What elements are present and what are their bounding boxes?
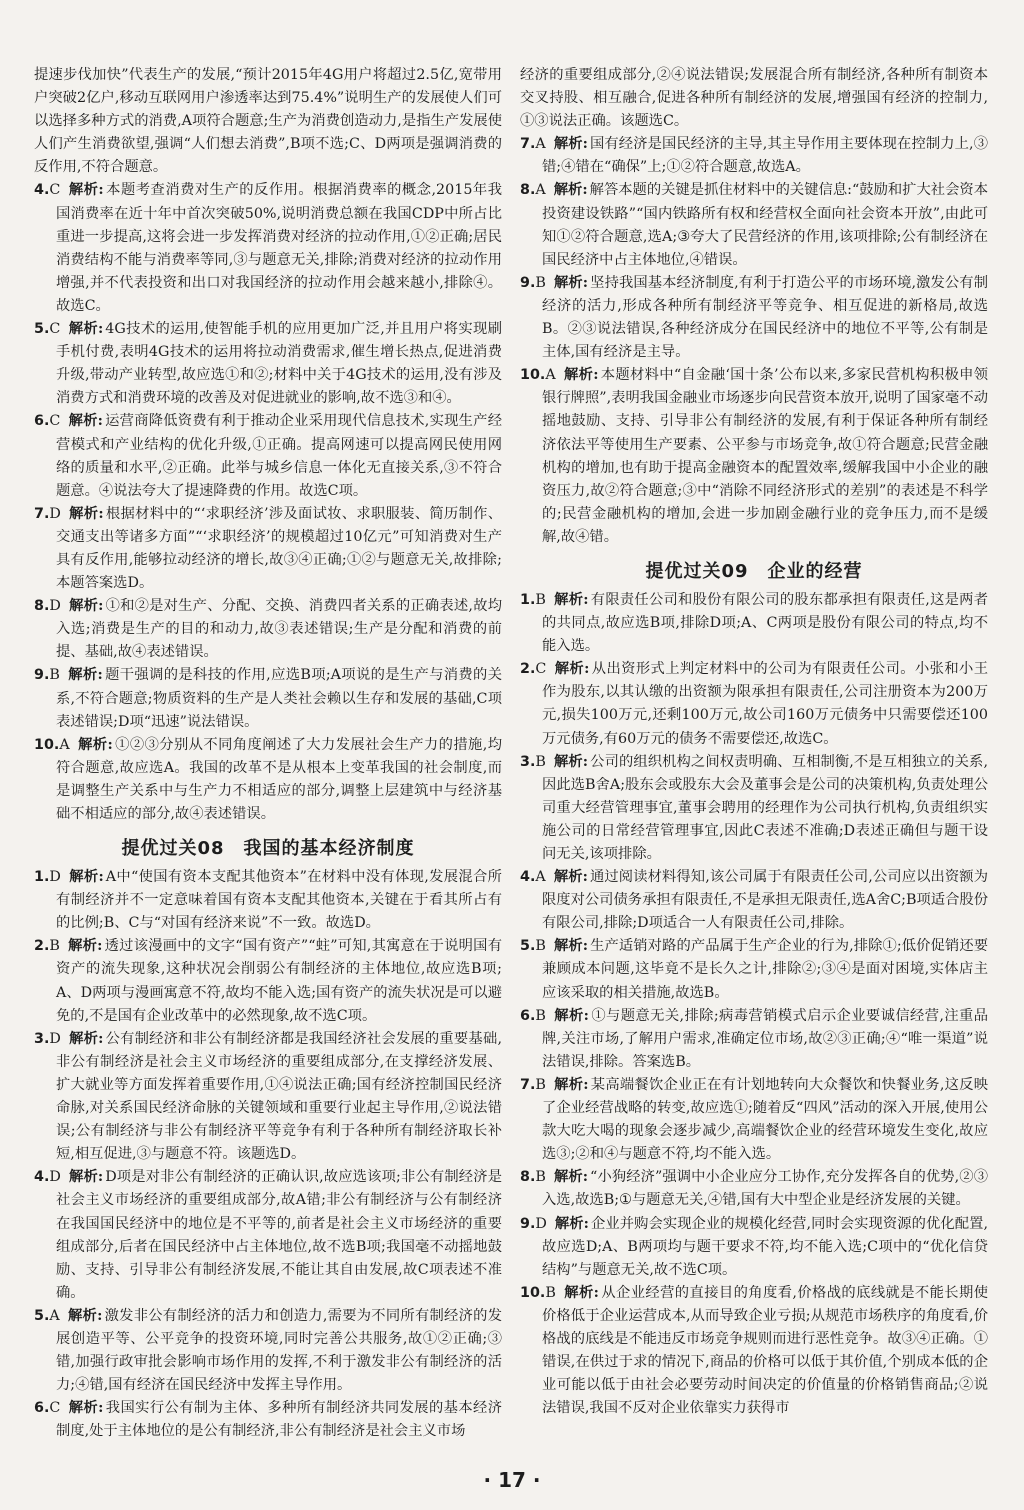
answer-choice: D: [535, 1215, 547, 1232]
analysis-label: 解析:: [553, 591, 589, 608]
right-intro-paragraph: 经济的重要组成部分,②④说法错误;发展混合所有制经济,各种所有制资本交叉持股、相互融合,促进各种所有制经济的发展,增强国有经济的控制力,①③说法正确。该题选C。: [520, 67, 988, 130]
answer-item: [520, 935, 988, 1004]
answer-item: [34, 179, 502, 318]
answer-choice: D: [49, 505, 61, 522]
answer-choice: B: [535, 753, 546, 770]
analysis-text: 有限责任公司和股份有限公司的股东都承担有限责任,这是两者的共同点,故应选B项,排除D项;A、C两项是股份有限公司的特点,均不能入选。: [542, 591, 989, 655]
answer-item: [34, 1305, 502, 1397]
answer-choice: B: [535, 274, 546, 291]
analysis-label: 解析:: [68, 321, 104, 338]
analysis-label: 解析:: [554, 1215, 589, 1232]
analysis-label: 解析:: [68, 869, 104, 886]
analysis-label: 解析:: [68, 1169, 104, 1186]
analysis-text: 生产适销对路的产品属于生产企业的行为,排除①;低价促销还要兼顾成本问题,这毕竟不是长久之计,排除②;③④是面对困境,实体店主应该采取的相关措施,故选B。: [542, 938, 988, 1001]
answer-number: 7.: [520, 136, 536, 153]
answer-number: 4.: [34, 1169, 50, 1186]
answer-choice: A: [535, 182, 546, 199]
answer-item: [34, 866, 502, 935]
answer-number: 5.: [520, 938, 536, 955]
answer-number: 3.: [34, 1030, 50, 1047]
analysis-text: 运营商降低资费有利于推动企业采用现代信息技术,实现生产经营模式和产业结构的优化升级,①正确。提高网速可以提高网民使用网络的质量和水平,②正确。此举与城乡信息一体化无直接关系,③不符合题意。④说法夸大了提速降费的作用。故选C项。: [56, 413, 502, 499]
answer-choice: C: [49, 413, 61, 430]
right-answer-list-a: [520, 133, 988, 549]
analysis-text: A中“使国有资本支配其他资本”在材料中没有体现,发展混合所有制经济并不一定意味着国有资本支配其他资本,关键在于看其所占有的比例;B、C与“对国有经济来说”不一致。故选D。: [56, 869, 502, 932]
analysis-label: 解析:: [553, 1007, 589, 1024]
analysis-label: 解析:: [553, 938, 589, 955]
answer-choice: D: [49, 1030, 61, 1047]
answer-choice: A: [59, 736, 70, 753]
answer-number: 9.: [34, 667, 50, 684]
analysis-label: 解析:: [553, 274, 589, 291]
answer-choice: B: [535, 938, 546, 955]
answer-item: [520, 1213, 988, 1282]
answer-choice: B: [49, 667, 60, 684]
answer-item: [520, 272, 988, 364]
analysis-text: 题干强调的是科技的作用,应选B项;A项说的是生产与消费的关系,不符合题意;物质资料的生产是人类社会赖以生存和发展的基础,C项表述错误;D项“迅速”说法错误。: [56, 667, 502, 730]
answer-number: 9.: [520, 1215, 536, 1232]
answer-item: [520, 589, 988, 658]
answer-number: 10.: [520, 367, 546, 384]
analysis-label: 解析:: [68, 505, 104, 522]
left-intro-paragraph: 提速步伐加快”代表生产的发展,“预计2015年4G用户将超过2.5亿,宽带用户突破2亿户,移动互联网用户渗透率达到75.4%”说明生产的发展使人们可以选择多种方式的消费,A项符合题意;生产为消费创造动力,是指生产发展使人们产生消费欲望,强调“人们想去消费”,B项不选;C、D两项是强调消费的反作用,不符合题意。: [34, 67, 502, 176]
answer-number: 1.: [34, 869, 50, 886]
answer-item: [520, 133, 988, 179]
answer-number: 8.: [34, 598, 50, 615]
answer-item: [34, 664, 502, 733]
answer-number: 1.: [520, 591, 536, 608]
analysis-label: 解析:: [68, 413, 103, 430]
analysis-text: 我国实行公有制为主体、多种所有制经济共同发展的基本经济制度,处于主体地位的是公有制经济,非公有制经济是社会主义市场: [56, 1400, 503, 1440]
answer-choice: B: [535, 1007, 546, 1024]
answer-choice: A: [49, 1307, 60, 1324]
left-answer-list-a: [34, 179, 502, 826]
analysis-label: 解析:: [553, 1076, 589, 1093]
analysis-text: 从企业经营的直接目的角度看,价格战的底线就是不能长期使价格低于企业运营成本,从而导致企业亏损;从规范市场秩序的角度看,价格战的底线是不能违反市场竞争规则而进行恶性竞争。故③④正确。①错误,在供过于求的情况下,商品的价格可以低于其价值,个别成本低的企业可能以低于由社会必要劳动时间决定的价值量的价格销售商品;②说法错误,我国不反对企业依靠实力获得市: [542, 1284, 988, 1417]
analysis-text: 根据材料中的“‘求职经济’涉及面试妆、求职服装、简历制作、交通支出等诸多方面”“‘求职经济’的规模超过10亿元”可知消费对生产具有反作用,能够拉动经济的增长,故③④正确;①②与题意无关,故排除;本题答案选D。: [56, 505, 502, 592]
analysis-label: 解析:: [67, 667, 103, 684]
answer-item: [34, 935, 502, 1027]
answer-number: 4.: [520, 869, 536, 886]
analysis-text: 企业并购会实现企业的规模化经营,同时会实现资源的优化配置,故应选D;A、B两项均与题干要求不符,均不能入选;C项中的“优化信贷结构”与题意无关,故不选C项。: [542, 1215, 988, 1278]
analysis-text: 某高端餐饮企业正在有计划地转向大众餐饮和快餐业务,这反映了企业经营战略的转变,故应选①;随着反“四风”活动的深入开展,使用公款大吃大喝的现象会逐步减少,高端餐饮企业的经营环境发生变化,故应选③;②和④与题意不符,均不能入选。: [542, 1076, 989, 1163]
answer-number: 8.: [520, 1169, 536, 1186]
answer-choice: D: [49, 598, 61, 615]
answer-choice: B: [49, 938, 60, 955]
answer-item: [520, 1166, 988, 1212]
analysis-text: 从出资形式上判定材料中的公司为有限责任公司。小张和小王作为股东,以其认缴的出资额为限承担有限责任,公司注册资本为200万元,损失100万元,还剩100万元,故公司160万元债务中只需要偿还100万元债务,有60万元的债务不需要偿还,故选C。: [542, 661, 989, 747]
analysis-label: 解析:: [553, 753, 589, 770]
page-number: · 17 ·: [483, 1468, 541, 1492]
answer-item: [34, 734, 502, 826]
analysis-label: 解析:: [553, 182, 588, 199]
analysis-label: 解析:: [68, 1400, 104, 1417]
section-title-08: 提优过关08 我国的基本经济制度: [121, 838, 415, 860]
answer-number: 7.: [34, 505, 50, 522]
answer-choice: C: [49, 182, 61, 199]
right-column: [520, 64, 988, 1420]
answer-number: 6.: [34, 1400, 50, 1417]
analysis-label: 解析:: [77, 736, 113, 753]
answer-choice: B: [535, 1169, 546, 1186]
answer-choice: B: [545, 1284, 556, 1301]
answer-item: [520, 179, 988, 271]
analysis-label: 解析:: [68, 182, 104, 199]
analysis-label: 解析:: [68, 598, 104, 615]
answer-number: 5.: [34, 321, 50, 338]
answer-item: [34, 595, 502, 664]
analysis-text: D项是对非公有制经济的正确认识,故应选该项;非公有制经济是社会主义市场经济的重要组成部分,故A错;非公有制经济与公有制经济在我国国民经济中的地位是不平等的,前者是社会主义市场经济的重要组成部分,后者在国民经济中占主体地位,故不选B项;我国毫不动摇地鼓励、支持、引导非公有制经济发展,不能让其自由发展,故C项表述不准确。: [56, 1169, 502, 1301]
analysis-text: 本题考查消费对生产的反作用。根据消费率的概念,2015年我国消费率在近十年中首次突破50%,说明消费总额在我国CDP中所占比重进一步提高,这将会进一步发挥消费对经济的拉动作用,①②正确;居民消费结构不能与消费率等同,③与题意无关,排除;消费对经济的拉动作用增强,并不代表投资和出口对我国经济的拉动作用会越来越小,排除④。故选C。: [56, 182, 502, 314]
analysis-text: 坚持我国基本经济制度,有利于打造公平的市场环境,激发公有制经济的活力,形成各种所有制经济平等竞争、相互促进的新格局,故选B。②③说法错误,各种经济成分在国民经济中的地位不平等,公有制是主体,国有经济是主导。: [542, 274, 988, 361]
analysis-text: 通过阅读材料得知,该公司属于有限责任公司,公司应以出资额为限度对公司债务承担有限责任,不是承担无限责任,选A舍C;B项适合股份有限公司,排除;D项适合一人有限责任公司,排除。: [542, 869, 988, 932]
answer-choice: A: [535, 869, 546, 886]
answer-choice: B: [535, 1076, 546, 1093]
answer-item: [34, 1397, 502, 1443]
answer-item: [34, 318, 502, 410]
answer-number: 9.: [520, 274, 536, 291]
answer-item: [34, 1028, 502, 1167]
answer-choice: B: [535, 591, 546, 608]
answer-choice: A: [545, 367, 556, 384]
answer-item: [520, 658, 988, 750]
analysis-text: 4G技术的运用,使智能手机的应用更加广泛,并且用户将实现刷手机付费,表明4G技术的运用将拉动消费需求,催生增长热点,促进消费升级,带动产业转型,故应选①和②;材料中关于4G技术的运用,没有涉及消费方式和消费环境的改善及对促进就业的影响,故不选③和④。: [56, 321, 502, 407]
answer-choice: C: [49, 321, 61, 338]
analysis-text: 透过该漫画中的文字“国有资产”“蛀”可知,其寓意在于说明国有资产的流失现象,这种状况会削弱公有制经济的主体地位,故应选B项;A、D两项与漫画寓意不符,故均不能入选;国有资产的流失状况是可以避免的,不是国有企业改革中的必然现象,故不选C项。: [56, 938, 502, 1024]
analysis-text: 国有经济是国民经济的主导,其主导作用主要体现在控制力上,③错;④错在“确保”上;①②符合题意,故选A。: [542, 136, 988, 176]
answer-number: 8.: [520, 182, 536, 199]
analysis-label: 解析:: [554, 661, 590, 678]
answer-number: 10.: [520, 1284, 546, 1301]
answer-number: 2.: [34, 938, 50, 955]
analysis-text: 解答本题的关键是抓住材料中的关键信息:“鼓励和扩大社会资本投资建设铁路”“国内铁路所有权和经营权全面向社会资本开放”,由此可知①②符合题意,选A;③夸大了民营经济的作用,该项排除;公有制经济在国民经济中占主体地位,④错误。: [542, 182, 989, 268]
answer-item: [520, 751, 988, 866]
answer-number: 4.: [34, 182, 50, 199]
analysis-text: 公有制经济和非公有制经济都是我国经济社会发展的重要基础,非公有制经济是社会主义市场经济的重要组成部分,在支撑经济发展、扩大就业等方面发挥着重要作用,①④说法正确;国有经济控制国民经济命脉,对关系国民经济命脉的关键领域和重要行业起主导作用,②说法错误;公有制经济与非公有制经济平等竞争有利于各种所有制经济取长补短,相互促进,③与题意不符。该题选D。: [56, 1030, 503, 1163]
analysis-label: 解析:: [563, 367, 599, 384]
answer-number: 3.: [520, 753, 536, 770]
answer-choice: D: [49, 1169, 61, 1186]
answer-item: [520, 1005, 988, 1074]
analysis-label: 解析:: [553, 869, 588, 886]
answer-item: [520, 1074, 988, 1166]
answer-item: [34, 1166, 502, 1305]
answer-item: [520, 364, 988, 549]
answer-number: 6.: [520, 1007, 536, 1024]
analysis-label: 解析:: [67, 938, 103, 955]
analysis-text: 公司的组织机构之间权责明确、互相制衡,不是互相独立的关系,因此选B舍A;股东会或股东大会及董事会是公司的决策机构,负责处理公司重大经营管理事宜,董事会聘用的经理作为公司执行机构,负责组织实施公司的日常经营管理事宜,因此C表述不准确;D表述正确但与题干设问无关,该项排除。: [542, 753, 988, 862]
left-column: [34, 64, 502, 1443]
answer-choice: C: [535, 661, 547, 678]
analysis-text: “小狗经济”强调中小企业应分工协作,充分发挥各自的优势,②③入选,故选B;①与题意无关,④错,国有大中型企业是经济发展的关键。: [542, 1169, 988, 1209]
analysis-label: 解析:: [68, 1030, 104, 1047]
analysis-label: 解析:: [553, 136, 588, 153]
answer-number: 6.: [34, 413, 50, 430]
analysis-label: 解析:: [553, 1169, 589, 1186]
answer-item: [520, 1282, 988, 1421]
answer-choice: C: [49, 1400, 61, 1417]
left-answer-list-b: [34, 866, 502, 1443]
answer-number: 5.: [34, 1307, 50, 1324]
analysis-text: 激发非公有制经济的活力和创造力,需要为不同所有制经济的发展创造平等、公平竞争的投资环境,同时完善公共服务,故①②正确;③错,加强行政审批会影响市场作用的发挥,不利于激发非公有制经济的活力;④错,国有经济在国民经济中发挥主导作用。: [56, 1307, 503, 1394]
answer-number: 10.: [34, 736, 60, 753]
analysis-text: ①与题意无关,排除;病毒营销模式启示企业要诚信经营,注重品牌,关注市场,了解用户需求,准确定位市场,故②③正确;④“唯一渠道”说法错误,排除。答案选B。: [542, 1007, 989, 1070]
analysis-label: 解析:: [563, 1284, 599, 1301]
answer-number: 7.: [520, 1076, 536, 1093]
answer-item: [34, 410, 502, 502]
analysis-text: ①②③分别从不同角度阐述了大力发展社会生产力的措施,均符合题意,故应选A。我国的改革不是从根本上变革我国的社会制度,而是调整生产关系中与生产力不相适应的部分,调整上层建筑中与经济基础不相适应的部分,故④表述错误。: [56, 736, 502, 822]
answer-choice: A: [535, 136, 546, 153]
right-answer-list-b: [520, 589, 988, 1420]
answer-item: [34, 503, 502, 595]
analysis-label: 解析:: [67, 1307, 103, 1324]
analysis-text: 本题材料中“自金融‘国十条’公布以来,多家民营机构积极申领银行牌照”,表明我国金融业市场逐步向民营资本放开,说明了国家毫不动摇地鼓励、支持、引导非公有制经济的发展,有利于保证各种所有制经济依法平等使用生产要素、公平参与市场竞争,故①符合题意;民营金融机构的增加,也有助于提高金融资本的配置效率,缓解我国中小企业的融资压力,故②符合题意;③中“消除不同经济形式的差别”的表述是不科学的;民营金融机构的增加,会进一步加剧金融行业的竞争压力,而不是缓解,故④错。: [542, 367, 988, 545]
answer-number: 2.: [520, 661, 536, 678]
analysis-text: ①和②是对生产、分配、交换、消费四者关系的正确表述,故均入选;消费是生产的目的和动力,故③表述错误;生产是分配和消费的前提、基础,故④表述错误。: [56, 598, 503, 661]
answer-item: [520, 866, 988, 935]
section-title-09: 提优过关09 企业的经营: [645, 560, 863, 582]
answer-choice: D: [49, 869, 61, 886]
